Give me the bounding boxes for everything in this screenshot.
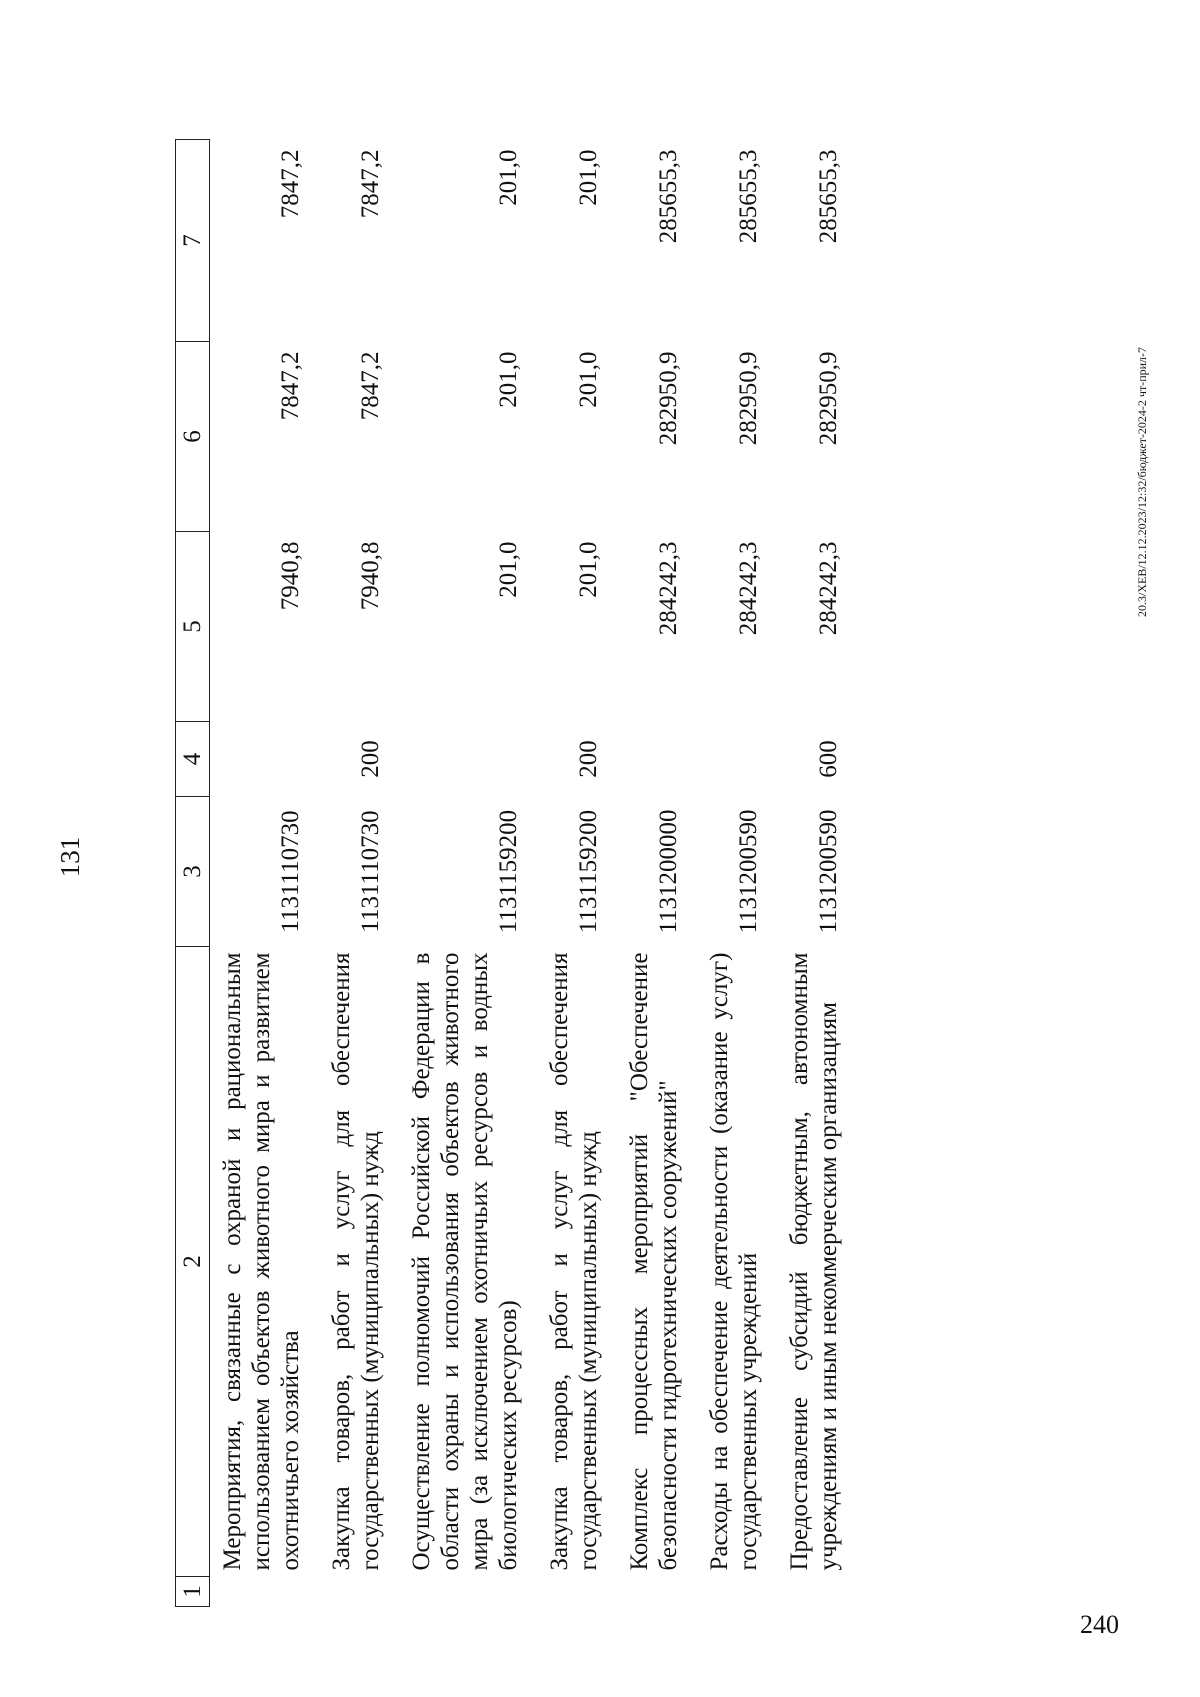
expense-type: 200 — [575, 740, 602, 778]
amount-col5: 284242,3 — [655, 541, 682, 636]
item-name: Предоставление субсидий бюджетным, автономным учреждениям и иным некоммерческим организациям — [786, 952, 842, 1571]
row-index-cell — [541, 1577, 621, 1607]
document-footer-code: 20.3/ХЕВ/12.12.2023/12:32/бюджет-2024-2 чт-прил-7 — [1135, 346, 1149, 617]
item-name: Мероприятия, связанные с охраной и рациональным использованием объектов животного мира и развитием охотничьего хозяйства — [219, 952, 304, 1571]
amount-col7: 285655,3 — [655, 149, 682, 244]
budget-table — [175, 139, 861, 1607]
header-cell: 4 — [176, 722, 210, 797]
amount-col7: 285655,3 — [815, 149, 842, 244]
amount-col5: 201,0 — [575, 541, 602, 598]
header-cell: 3 — [176, 797, 210, 947]
page-number: 131 — [55, 836, 85, 878]
amount-col6: 282950,9 — [815, 351, 842, 446]
amount-col5: 7940,8 — [277, 541, 304, 611]
table-row — [541, 140, 621, 1607]
item-name: Комплекс процессных мероприятий "Обеспечение безопасности гидротехнических сооружений" — [626, 952, 682, 1571]
amount-col6: 201,0 — [495, 351, 522, 408]
amount-col5: 284242,3 — [735, 541, 762, 636]
table-row — [323, 140, 403, 1607]
row-index-cell — [781, 1577, 861, 1607]
header-cell: 1 — [176, 1577, 210, 1607]
amount-col5: 7940,8 — [357, 541, 384, 611]
amount-col7: 201,0 — [495, 149, 522, 206]
amount-col6: 282950,9 — [655, 351, 682, 446]
expense-type — [701, 722, 781, 797]
item-name: Расходы на обеспечение деятельности (оказание услуг) государственных учреждений — [706, 952, 762, 1571]
table-row — [701, 140, 781, 1607]
row-index-cell — [210, 1577, 324, 1607]
item-code: 1131159200 — [575, 809, 602, 934]
expense-type — [210, 722, 324, 797]
amount-col6: 7847,2 — [277, 351, 304, 421]
item-name: Осуществление полномочий Российской Федерации в области охраны и использования объектов животного мира (за исключением охотничьих ресурсов и водных биологических ресурсов) — [408, 952, 522, 1571]
table-row — [621, 140, 701, 1607]
amount-col5: 284242,3 — [815, 541, 842, 636]
expense-type — [621, 722, 701, 797]
item-code: 1131200590 — [735, 809, 762, 934]
expense-type: 200 — [357, 740, 384, 778]
item-name: Закупка товаров, работ и услуг для обеспечения государственных (муниципальных) нужд — [328, 952, 384, 1571]
item-name: Закупка товаров, работ и услуг для обеспечения государственных (муниципальных) нужд — [546, 952, 602, 1571]
amount-col6: 201,0 — [575, 351, 602, 408]
header-cell: 7 — [176, 140, 210, 342]
item-code: 1131200000 — [655, 809, 682, 934]
item-code: 1131110730 — [277, 810, 304, 933]
amount-col7: 201,0 — [575, 149, 602, 206]
amount-col6: 7847,2 — [357, 351, 384, 421]
expense-type: 600 — [815, 740, 842, 778]
corner-page-number: 240 — [1080, 1610, 1119, 1639]
row-index-cell — [403, 1577, 541, 1607]
header-cell: 5 — [176, 532, 210, 722]
header-cell: 2 — [176, 947, 210, 1577]
expense-type — [403, 722, 541, 797]
amount-col7: 7847,2 — [277, 149, 304, 219]
amount-col7: 7847,2 — [357, 149, 384, 219]
table-row — [781, 140, 861, 1607]
item-code: 1131110730 — [357, 810, 384, 933]
item-code: 1131200590 — [815, 809, 842, 934]
table-row — [403, 140, 541, 1607]
table-row — [210, 140, 324, 1607]
amount-col6: 282950,9 — [735, 351, 762, 446]
header-cell: 6 — [176, 342, 210, 532]
amount-col7: 285655,3 — [735, 149, 762, 244]
item-code: 1131159200 — [495, 809, 522, 934]
amount-col5: 201,0 — [495, 541, 522, 598]
table-header-row — [176, 140, 210, 1607]
row-index-cell — [621, 1577, 701, 1607]
row-index-cell — [701, 1577, 781, 1607]
row-index-cell — [323, 1577, 403, 1607]
